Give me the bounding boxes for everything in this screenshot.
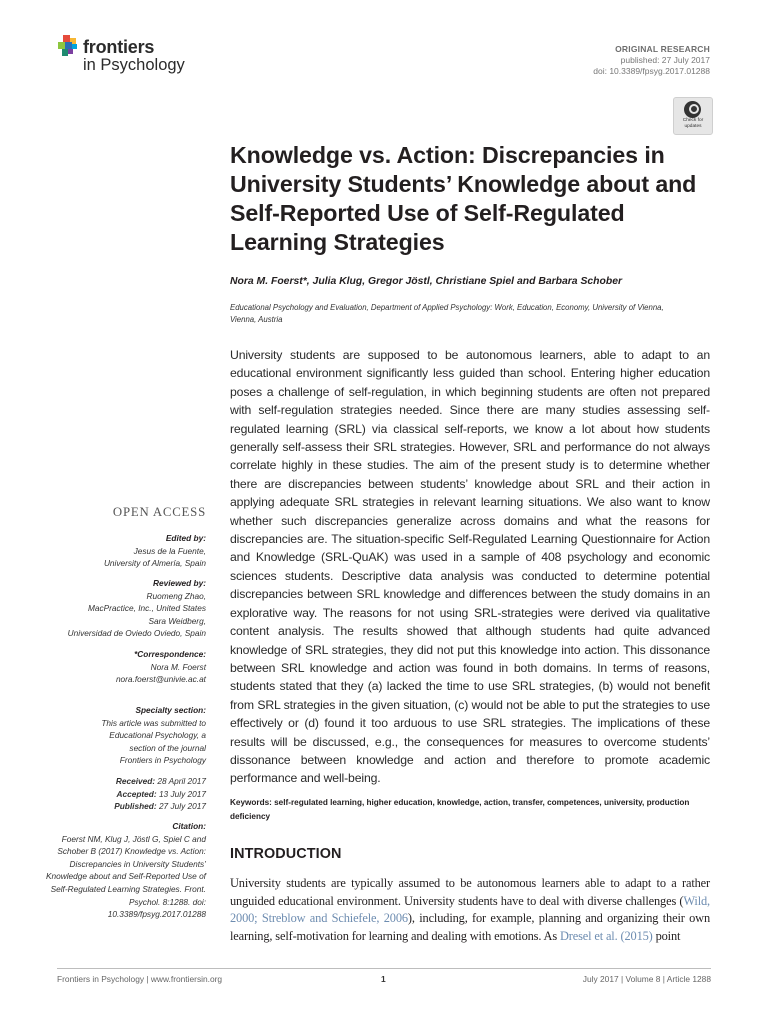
published-date: 27 July 2017 (158, 801, 206, 812)
article-type: ORIGINAL RESEARCH (615, 44, 710, 54)
introduction-paragraph (230, 875, 710, 946)
article-title: Knowledge vs. Action: Discrepancies in University Students’ Knowledge about and Self-Reported Use of Self-Regulated Learning Strategies (230, 142, 697, 255)
correspondence-email[interactable]: nora.foerst@univie.ac.at (115, 674, 206, 685)
check-updates-label: Check for updates (682, 118, 704, 129)
received-date: 28 April 2017 (157, 776, 206, 786)
check-updates-icon (684, 101, 701, 118)
journal-name-secondary: in Psychology (83, 56, 185, 74)
article-meta (593, 44, 710, 77)
page-number: 1 (381, 974, 386, 984)
correspondence-name: Nora M. Foerst (150, 661, 206, 672)
journal-name-primary: frontiers (83, 37, 155, 57)
check-for-updates-button[interactable] (673, 97, 713, 135)
citation-text: Foerst NM, Klug J, Jöstl G, Spiel C and Schober B (2017) Knowledge vs. Action: Discrepancies in University Students’ Knowledge about and Self-Reported Use of Self-Regulated Learning Strategies. Front. Psychol. 8:1288. doi: 10.3389/fpsyg.2017.01288 (45, 833, 206, 920)
doi: doi: 10.3389/fpsyg.2017.01288 (593, 66, 710, 76)
reviewer-name: Sara Weidberg, (148, 615, 206, 626)
reviewer-name: Ruomeng Zhao, (146, 590, 206, 601)
correspondence-block (40, 648, 206, 686)
reviewer-affiliation: Universidad de Oviedo Oviedo, Spain (67, 628, 206, 639)
frontiers-logo-icon (56, 34, 82, 60)
intro-text: University students are typically assumed to be autonomous learners able to adapt to a rather unguided educational environment. University students have to deal with diverse challenges ( (230, 876, 710, 908)
open-access-label: OPEN ACCESS (112, 505, 206, 519)
reviewed-by-label: Reviewed by: (152, 578, 206, 588)
section-heading-introduction: INTRODUCTION (230, 846, 342, 862)
keywords: Keywords: self-regulated learning, higher education, knowledge, action, transfer, competences, university, production deficiency (230, 798, 690, 821)
received-line (40, 775, 206, 788)
specialty-section-label: Specialty section: (135, 705, 206, 715)
specialty-section-text: This article was submitted to Educational Psychology, a section of the journal Frontiers in Psychology (101, 717, 206, 766)
accepted-label: Accepted: (116, 788, 157, 799)
footer-divider (57, 968, 711, 969)
citation-link[interactable]: Dresel et al. (2015) (559, 929, 653, 944)
accepted-line (40, 788, 206, 801)
reviewer-affiliation: MacPractice, Inc., United States (87, 603, 206, 614)
editor-name: Jesus de la Fuente, (133, 545, 206, 556)
author-list: Nora M. Foerst*, Julia Klug, Gregor Jöstl, Christiane Spiel and Barbara Schober (230, 276, 623, 287)
footer-issue-info: July 2017 | Volume 8 | Article 1288 (582, 974, 711, 984)
abstract: University students are supposed to be autonomous learners, able to adapt to an educational environment significantly less guided than school. Entering higher education poses a challenge of self-regulation, in which beginning students are often not prepared with self-regulation strategies needed. Since there are many studies assessing self-regulated learning (SRL) via classical self-reports, we know a lot about how students generally self-assess their SRL strategies. However, SRL and performance do not always correlate highly in these studies. The aim of the present study is to determine whether there are discrepancies between students’ knowledge about SRL and their action in applying adequate SRL strategies in relevant learning situations. We also want to know whether such discrepancies generalize across domains and what the reasons for discrepancies are. The situation-specific Self-Regulated Learning Questionnaire for Action and Knowledge (SRL-QuAK) was used in a sample of 408 psychology and economic sciences students. Descriptive data analysis was conducted to determine potential discrepancies between SRL knowledge and differences between the study domains in an explorative way. The reasons for not using SRL-strategies were derived via qualitative content analysis. The results showed that although students had quite advanced knowledge of SRL strategies, they did not put this knowledge into action. This dissonance between SRL knowledge and action was found in both domains. In terms of reasons, students stated that they (a) lacked the time to use SRL strategies, (b) would not benefit from SRL strategies in the given situation, (c) would not be able to put the strategies to use effectively or (d) found it too arduous to use SRL strategies. The implications of these results will be discussed, e.g., the consequences for measures to overcome students’ dissonance between knowledge and action and therefore to promote academic performance and well-being. (230, 348, 710, 786)
edited-by-label: Edited by: (165, 533, 206, 543)
accepted-date: 13 July 2017 (158, 788, 206, 799)
published-label: Published: (114, 801, 157, 812)
citation-label: Citation: (172, 821, 206, 831)
correspondence-label: *Correspondence: (134, 649, 206, 659)
specialty-section-block (40, 704, 206, 767)
citation-link[interactable]: Wild, 2000; Streblow and Schiefele, 2006 (230, 893, 710, 926)
intro-text: ), including, for example, planning and organizing their own learning, self-motivation for learning and dealing with emotions. As (230, 911, 710, 944)
journal-logo (56, 34, 236, 80)
received-label: Received: (115, 776, 156, 786)
intro-text: point (652, 929, 681, 944)
edited-by-block (40, 532, 206, 570)
footer-journal-link[interactable]: Frontiers in Psychology | www.frontiersin.org (57, 974, 223, 984)
published-line (40, 800, 206, 813)
published-date: published: 27 July 2017 (620, 55, 710, 65)
citation-block (40, 820, 206, 921)
editor-affiliation: University of Almería, Spain (103, 558, 206, 569)
affiliation: Educational Psychology and Evaluation, Department of Applied Psychology: Work, Education, Economy, University of Vienna, Vienna, Austria (230, 303, 664, 324)
dates-block (40, 775, 206, 813)
reviewed-by-block (40, 577, 206, 640)
